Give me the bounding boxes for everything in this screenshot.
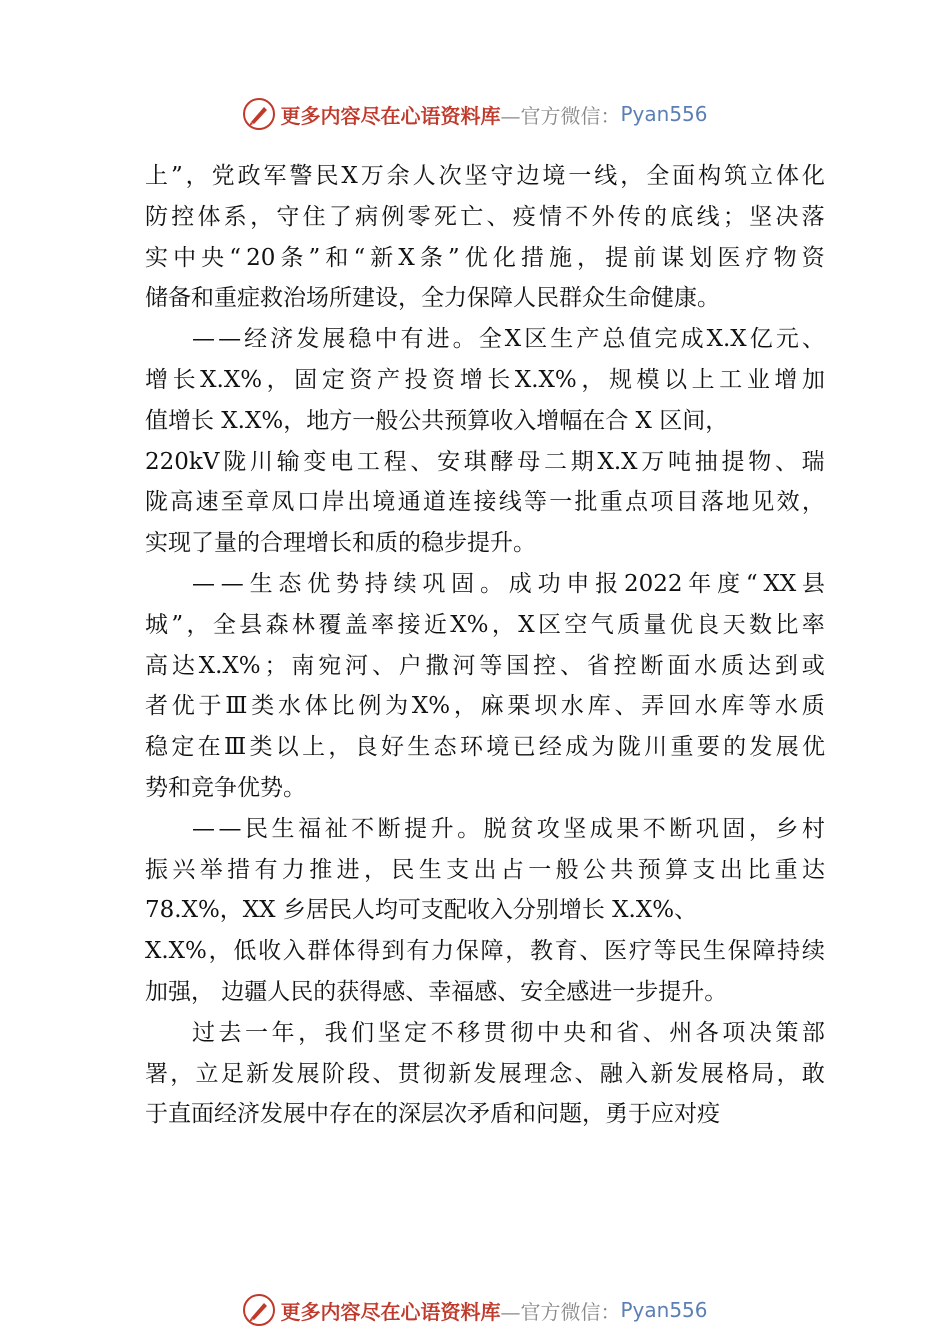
- document-body: [145, 156, 825, 1135]
- text-line: 值增长 X.X%，地方一般公共预算收入增幅在合 X 区间，: [145, 407, 729, 434]
- text-line: 上 ” ， 党 政 军 警 民 X 万 余 人 次 坚 守 边 境 一 线 ， 全 面 构 筑 立 体 化: [145, 163, 825, 189]
- text-line: — — 经 济 发 展 稳 中 有 进 。 全 X 区 生 产 总 值 完 成 X.X 亿 元 、: [192, 326, 825, 353]
- text-line: 实 中 央 “ 20 条 ” 和 “ 新 X 条 ” 优 化 措 施 ， 提 前 谋 划 医 疗 物 资: [145, 244, 825, 271]
- text-line: 加强， 边疆人民的获得感、幸福感、安全感进一步提升。: [145, 978, 728, 1005]
- pen-logo-icon: [242, 97, 276, 131]
- footer-wechat-id: Pyan556: [620, 1298, 708, 1322]
- header-wechat-label: —官方微信：: [500, 103, 621, 128]
- text-line: 者 优 于 Ⅲ 类 水 体 比 例 为 X% ， 麻 栗 坝 水 库 、 弄 回 水 库 等 水 质: [145, 693, 825, 720]
- text-line: 陇 高 速 至 章 凤 口 岸 出 境 通 道 连 接 线 等 一 批 重 点 项 目 落 地 见 效 ，: [145, 489, 825, 516]
- text-line: 增 长 X.X% ， 固 定 资 产 投 资 增 长 X.X% ， 规 模 以 上 工 业 增 加: [145, 366, 825, 393]
- text-line: 78.X%，XX 乡居民人均可支配收入分别增长 X.X%、: [145, 897, 698, 924]
- text-line: 城 ” ， 全 县 森 林 覆 盖 率 接 近 X% ， X 区 空 气 质 量 优 良 天 数 比 率: [145, 611, 825, 638]
- text-line: 于直面经济发展中存在的深层次矛盾和问题，勇于应对疫: [145, 1101, 720, 1128]
- text-line: 稳 定 在 Ⅲ 类 以 上 ， 良 好 生 态 环 境 已 经 成 为 陇 川 重 要 的 发 展 优: [145, 734, 825, 761]
- text-line: 势和竞争优势。: [145, 774, 306, 801]
- text-line: 防 控 体 系 ， 守 住 了 病 例 零 死 亡 、 疫 情 不 外 传 的 底 线 ； 坚 决 落: [145, 203, 825, 230]
- text-line: 220kV 陇 川 输 变 电 工 程 、 安 琪 酵 母 二 期 X.X 万 吨 抽 提 物 、 瑞: [145, 448, 825, 475]
- text-line: 实现了量的合理增长和质的稳步提升。: [145, 530, 536, 557]
- text-line: 储备和重症救治场所建设，全力保障人民群众生命健康。: [145, 285, 720, 312]
- text-line: 振 兴 举 措 有 力 推 进 ， 民 生 支 出 占 一 般 公 共 预 算 支 出 比 重 达: [145, 856, 825, 883]
- header-site-name: 更多内容尽在心语资料库: [280, 103, 501, 128]
- text-line: 高 达 X.X% ； 南 宛 河 、 户 撒 河 等 国 控 、 省 控 断 面 水 质 达 到 或: [145, 652, 825, 679]
- footer-wechat-label: —官方微信：: [500, 1299, 621, 1324]
- text-line: 过 去 一 年 ， 我 们 坚 定 不 移 贯 彻 中 央 和 省 、 州 各 项 决 策 部: [192, 1019, 825, 1046]
- pen-logo-icon: [242, 1293, 276, 1327]
- footer-site-name: 更多内容尽在心语资料库: [280, 1299, 501, 1324]
- header-wechat-id: Pyan556: [620, 102, 708, 126]
- footer-watermark: [0, 1290, 950, 1330]
- text-line: X.X% ， 低 收 入 群 体 得 到 有 力 保 障 ， 教 育 、 医 疗 等 民 生 保 障 持 续: [145, 938, 825, 965]
- header-watermark: [0, 94, 950, 134]
- text-line: — — 民 生 福 祉 不 断 提 升 。 脱 贫 攻 坚 成 果 不 断 巩 固 ， 乡 村: [192, 815, 825, 842]
- text-line: 署 ， 立 足 新 发 展 阶 段 、 贯 彻 新 发 展 理 念 、 融 入 新 发 展 格 局 ， 敢: [145, 1060, 825, 1087]
- text-line: — — 生 态 优 势 持 续 巩 固 。 成 功 申 报 2022 年 度 “ XX 县: [192, 570, 825, 597]
